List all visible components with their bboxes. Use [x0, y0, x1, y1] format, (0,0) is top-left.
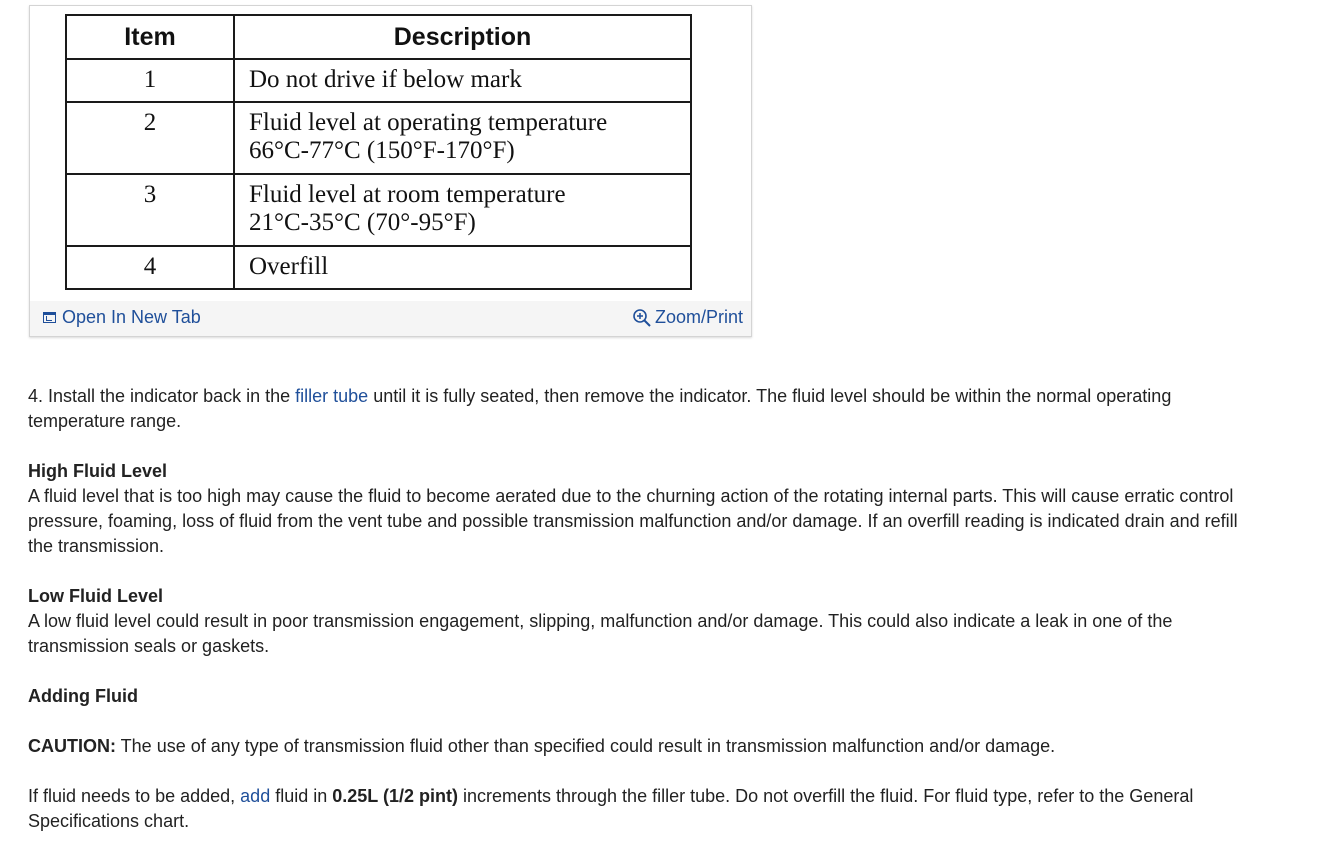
- column-header-description: Description: [234, 15, 691, 59]
- item-number: 4: [66, 246, 234, 289]
- step-4-paragraph: 4. Install the indicator back in the filler tube until it is fully seated, then remove the indicator. The fluid level should be within the normal operating temperature range.: [28, 386, 1172, 431]
- low-fluid-heading: Low Fluid Level: [28, 586, 164, 606]
- increment-amount: 0.25L (1/2 pint): [332, 786, 458, 806]
- table-row: [66, 246, 691, 289]
- low-fluid-body: A low fluid level could result in poor transmission engagement, slipping, malfunction and/or damage. This could also indicate a leak in one of the transmission seals or gaskets.: [28, 611, 1173, 656]
- zoom-print-label: Zoom/Print: [654, 307, 743, 327]
- open-in-new-tab-label: Open In New Tab: [62, 307, 201, 327]
- item-description: Do not drive if below mark: [234, 59, 691, 102]
- item-description: Overfill: [234, 246, 691, 289]
- item-description: Fluid level at room temperature 21°C-35°C (70°-95°F): [234, 174, 691, 246]
- adding-fluid-heading: Adding Fluid: [28, 686, 138, 706]
- high-fluid-body: A fluid level that is too high may cause the fluid to become aerated due to the churning action of the rotating internal parts. This will cause erratic control pressure, foaming, loss of fluid from the vent tube and possible transmission malfunction and/or damage. If an overfill reading is indicated drain and refill the transmission.: [28, 486, 1238, 556]
- zoom-print-link[interactable]: [632, 307, 743, 328]
- zoom-icon: [632, 308, 652, 328]
- table-row: [66, 102, 691, 174]
- high-fluid-heading: High Fluid Level: [28, 461, 168, 481]
- low-fluid-section: [28, 584, 1243, 659]
- fluid-level-table: [65, 14, 692, 290]
- figure-toolbar: [30, 301, 751, 336]
- add-link[interactable]: add: [240, 786, 271, 806]
- adding-fluid-heading-para: [28, 684, 1243, 709]
- caution-text: The use of any type of transmission fluid other than specified could result in transmission malfunction and/or damage.: [116, 736, 1056, 756]
- item-number: 3: [66, 174, 234, 246]
- open-in-new-tab-link[interactable]: [43, 307, 201, 328]
- filler-tube-link[interactable]: filler tube: [295, 386, 369, 406]
- item-description: Fluid level at operating temperature 66°C-77°C (150°F-170°F): [234, 102, 691, 174]
- add-fluid-paragraph: If fluid needs to be added, add fluid in 0.25L (1/2 pint) increments through the filler tube. Do not overfill the fluid. For fluid type, refer to the General Specifications chart.: [28, 786, 1194, 831]
- item-number: 1: [66, 59, 234, 102]
- table-row: [66, 174, 691, 246]
- figure-panel: [29, 5, 752, 337]
- procedure-text: [28, 384, 1243, 859]
- caution-paragraph: [28, 734, 1243, 759]
- column-header-item: Item: [66, 15, 234, 59]
- high-fluid-section: [28, 459, 1243, 559]
- caution-label: CAUTION:: [28, 736, 116, 756]
- table-row: [66, 59, 691, 102]
- item-number: 2: [66, 102, 234, 174]
- open-new-tab-icon: [43, 312, 56, 323]
